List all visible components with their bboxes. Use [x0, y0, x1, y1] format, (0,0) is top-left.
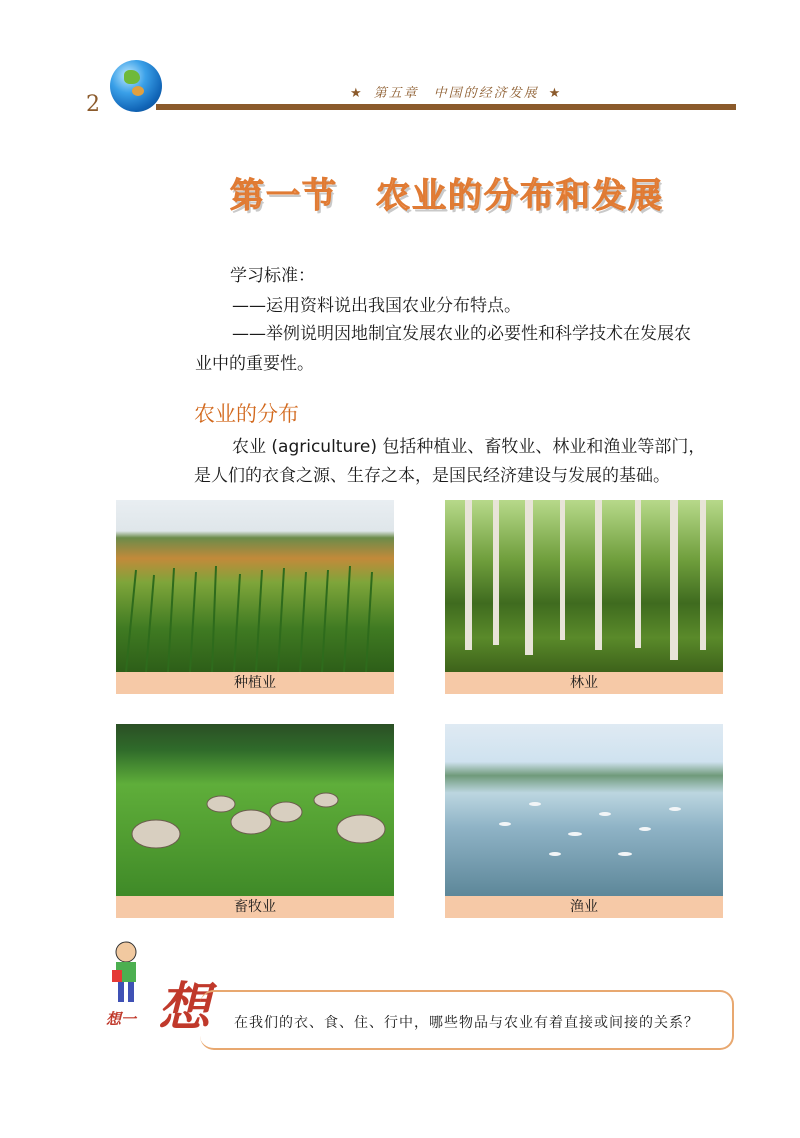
fishery-caption: 渔业	[445, 896, 723, 918]
livestock-photo	[116, 724, 394, 896]
standard-item-2-continued: 业中的重要性。	[195, 354, 314, 374]
standards-heading: 学习标准：	[230, 266, 315, 286]
student-illustration	[108, 940, 144, 1006]
birch-forest-image	[445, 500, 723, 672]
page-number: 2	[86, 92, 100, 117]
page-title	[230, 168, 664, 217]
section-heading: 农业的分布	[194, 402, 299, 426]
chapter-header	[340, 82, 572, 101]
corn-field-image	[116, 500, 394, 672]
sheep-grazing-image	[116, 724, 394, 896]
header-rule	[156, 104, 736, 110]
star-icon: ★	[548, 86, 563, 101]
star-icon: ★	[350, 86, 364, 101]
standard-item-2: ——举例说明因地制宜发展农业的必要性和科学技术在发展农	[232, 324, 691, 344]
forestry-photo	[445, 500, 723, 672]
think-label-small: 想一	[106, 1010, 137, 1028]
fishery-photo	[445, 724, 723, 896]
chapter-title: 第五章 中国的经济发展	[373, 86, 539, 101]
crop-farming-caption: 种植业	[116, 672, 394, 694]
fish-net-image	[445, 724, 723, 896]
title-section-name: 农业的分布和发展	[376, 176, 664, 216]
think-question: 在我们的衣、食、住、行中，哪些物品与农业有着直接或间接的关系？	[234, 1015, 699, 1031]
paragraph-line-1: 农业 (agriculture) 包括种植业、畜牧业、林业和渔业等部门，	[232, 437, 706, 457]
livestock-caption: 畜牧业	[116, 896, 394, 918]
globe-icon	[110, 60, 162, 112]
think-label-big: 想	[158, 978, 211, 1038]
forestry-caption: 林业	[445, 672, 723, 694]
crop-farming-photo	[116, 500, 394, 672]
paragraph-line-2: 是人们的衣食之源、生存之本，是国民经济建设与发展的基础。	[194, 466, 670, 486]
standard-item-1: ——运用资料说出我国农业分布特点。	[232, 296, 521, 316]
title-section-number: 第一节	[230, 176, 338, 216]
